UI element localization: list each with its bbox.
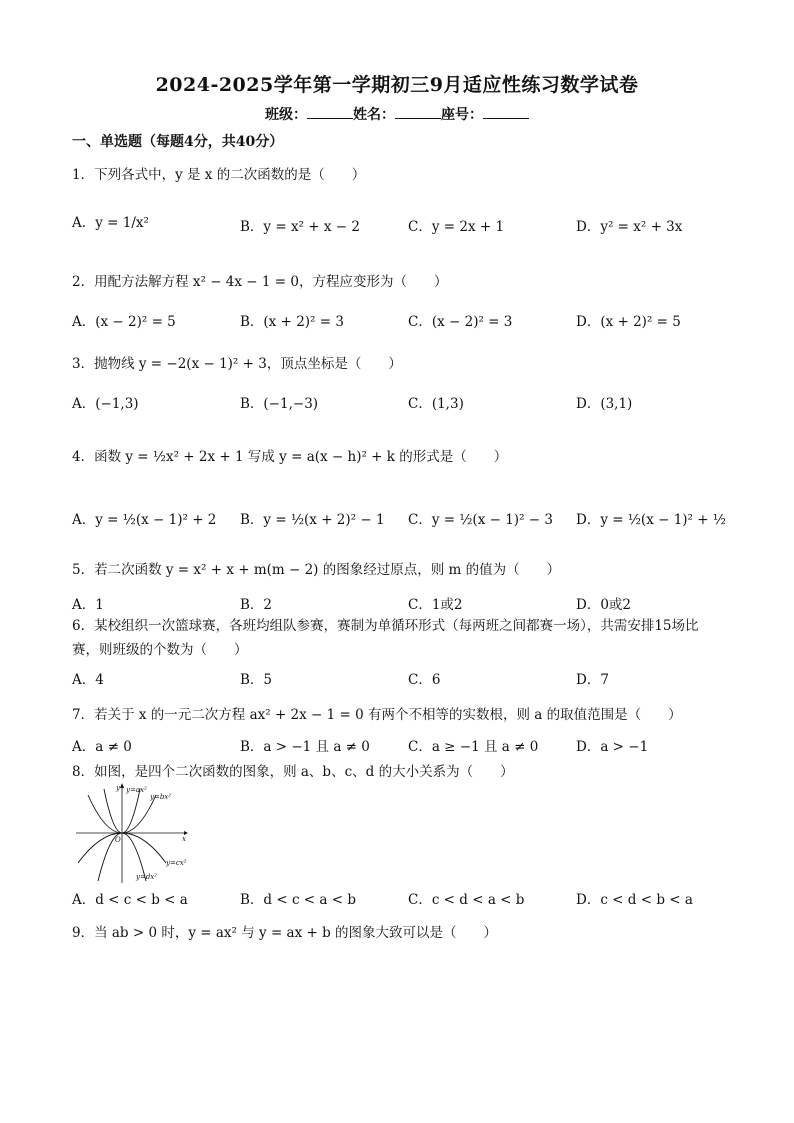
question-6-option-a: A．4: [72, 672, 104, 688]
class-blank[interactable]: [307, 106, 353, 119]
name-label: 姓名：: [353, 107, 395, 123]
exam-title: 2024-2025学年第一学期初三9月适应性练习数学试卷: [155, 74, 639, 96]
question-4-option-a: A．y = ½(x − 1)² + 2: [72, 512, 217, 528]
question-8-option-b: B．d < c < a < b: [240, 892, 356, 908]
question-6-option-d: D．7: [576, 672, 609, 688]
question-7-stem: 7．若关于 x 的一元二次方程 ax² + 2x − 1 = 0 有两个不相等的实数根，则 a 的取值范围是（ ）: [72, 707, 682, 723]
question-7-option-d: D．a > −1: [576, 739, 649, 755]
question-6-option-b: B．5: [240, 672, 273, 688]
question-5-option-c: C．1或2: [408, 597, 463, 613]
question-3-option-d: D．(3,1): [576, 396, 633, 412]
question-2-option-d: D．(x + 2)² = 5: [576, 314, 681, 330]
section-title: 一、单选题（每题4分，共40分）: [72, 134, 284, 150]
label-x-axis: x: [182, 835, 186, 843]
question-1-stem: 1．下列各式中，y 是 x 的二次函数的是（ ）: [72, 167, 366, 183]
label-origin: O: [115, 836, 121, 844]
seat-blank[interactable]: [483, 106, 529, 119]
label-b: y=bx²: [150, 793, 172, 801]
question-5-option-a: A．1: [72, 597, 104, 613]
question-2-option-b: B．(x + 2)² = 3: [240, 314, 344, 330]
label-y-axis: y: [116, 784, 120, 792]
question-1-option-c: C．y = 2x + 1: [408, 219, 505, 235]
question-3-option-a: A．(−1,3): [72, 396, 139, 412]
student-info-line: [0, 104, 794, 124]
question-6-stem: 6．某校组织一次篮球赛，各班均组队参赛，赛制为单循环形式（每两班之间都赛一场），共需安排15场比赛，则班级的个数为（ ）: [72, 618, 699, 658]
question-3-option-b: B．(−1,−3): [240, 396, 319, 412]
question-8-option-d: D．c < d < b < a: [576, 892, 693, 908]
question-1-option-d: D．y² = x² + 3x: [576, 219, 683, 235]
question-5-option-d: D．0或2: [576, 597, 632, 613]
parabolas-figure: [74, 781, 192, 885]
question-4-option-c: C．y = ½(x − 1)² − 3: [408, 512, 553, 528]
question-3-option-c: C．(1,3): [408, 396, 464, 412]
question-4-option-b: B．y = ½(x + 2)² − 1: [240, 512, 385, 528]
question-2-option-a: A．(x − 2)² = 5: [72, 314, 176, 330]
class-label: 班级：: [265, 107, 307, 123]
question-5-option-b: B．2: [240, 597, 273, 613]
question-7-option-a: A．a ≠ 0: [72, 739, 132, 755]
question-1-option-b: B．y = x² + x − 2: [240, 219, 360, 235]
name-blank[interactable]: [395, 106, 441, 119]
question-3-stem: 3．抛物线 y = −2(x − 1)² + 3，顶点坐标是（ ）: [72, 356, 402, 372]
question-8-option-a: A．d < c < b < a: [72, 892, 188, 908]
question-9-stem: 9．当 ab > 0 时，y = ax² 与 y = ax + b 的图象大致可以是（ ）: [72, 925, 498, 941]
question-5-stem: 5．若二次函数 y = x² + x + m(m − 2) 的图象经过原点，则 m 的值为（ ）: [72, 562, 561, 578]
question-4-stem: 4．函数 y = ½x² + 2x + 1 写成 y = a(x − h)² + k 的形式是（ ）: [72, 449, 508, 465]
question-1-option-a: A．y = 1/x²: [72, 215, 149, 231]
question-7-option-c: C．a ≥ −1 且 a ≠ 0: [408, 739, 539, 755]
y-axis-arrow: [120, 783, 124, 788]
question-2-option-c: C．(x − 2)² = 3: [408, 314, 513, 330]
question-7-option-b: B．a > −1 且 a ≠ 0: [240, 739, 370, 755]
label-d: y=dx²: [136, 873, 158, 881]
label-c: y=cx²: [166, 859, 187, 867]
question-4-option-d: D．y = ½(x − 1)² + ½: [576, 512, 726, 528]
question-6-option-c: C．6: [408, 672, 441, 688]
label-a: y=ax²: [126, 786, 147, 794]
seat-label: 座号：: [441, 107, 483, 123]
question-8-option-c: C．c < d < a < b: [408, 892, 525, 908]
question-8-stem: 8．如图，是四个二次函数的图象，则 a、b、c、d 的大小关系为（ ）: [72, 764, 514, 780]
question-2-stem: 2．用配方法解方程 x² − 4x − 1 = 0，方程应变形为（ ）: [72, 274, 448, 290]
